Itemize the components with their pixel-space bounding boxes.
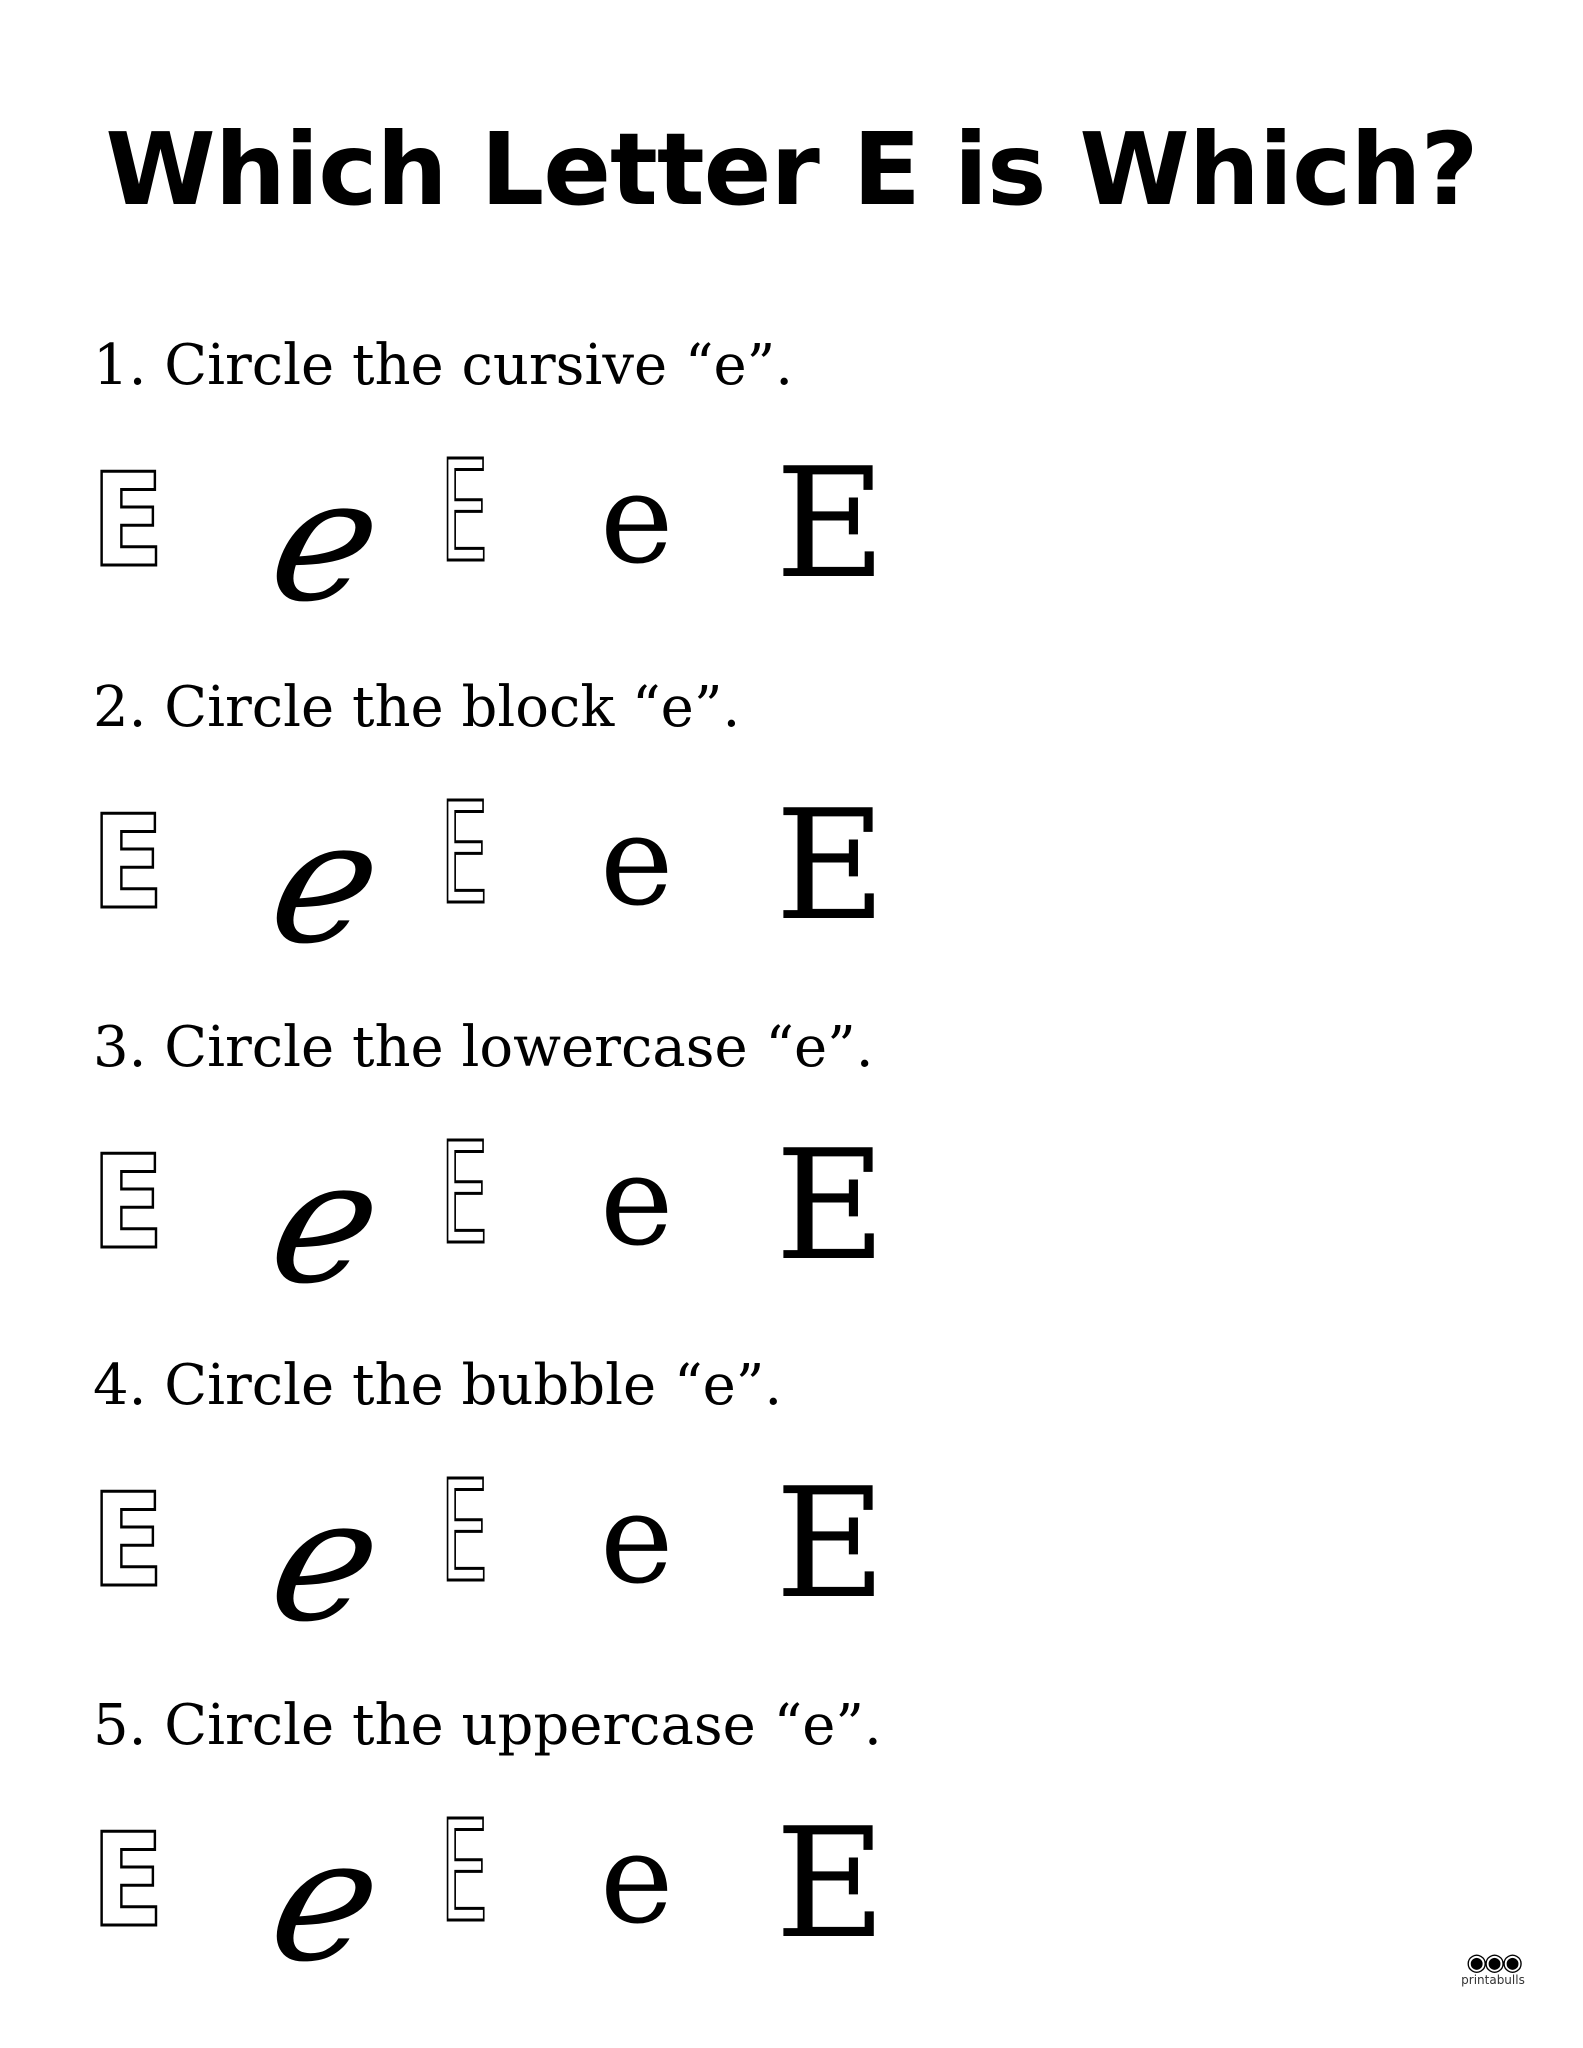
bubble-letter-e[interactable]: E [92,1467,164,1616]
cursive-letter-e[interactable]: e [255,1124,398,1322]
block-letter-e[interactable]: E [440,773,489,936]
uppercase-letter-e[interactable]: E [775,435,886,612]
cursive-letter-e[interactable]: e [255,442,398,640]
lowercase-letter-e[interactable]: e [600,790,674,934]
bulldog-heads-icon: ◉◉◉ [1466,1948,1520,1976]
bubble-letter-e[interactable]: E [92,1129,164,1278]
bubble-letter-e[interactable]: E [92,447,164,596]
question-2 [0,675,1583,1010]
block-letter-e[interactable]: E [440,431,489,594]
question-prompt: 4. Circle the bubble “e”. [93,1353,783,1418]
uppercase-letter-e[interactable]: E [775,777,886,954]
lowercase-letter-e[interactable]: e [600,1130,674,1274]
bubble-letter-e[interactable]: E [92,789,164,938]
question-prompt: 5. Circle the uppercase “e”. [93,1693,882,1758]
bubble-letter-e[interactable]: E [92,1807,164,1956]
uppercase-letter-e[interactable]: E [775,1117,886,1294]
cursive-letter-e[interactable]: e [255,1802,398,2000]
uppercase-letter-e[interactable]: E [775,1455,886,1632]
printabulls-logo [1452,1950,1534,1986]
block-letter-e[interactable]: E [440,1113,489,1276]
cursive-letter-e[interactable]: e [255,1462,398,1660]
block-letter-e[interactable]: E [440,1791,489,1954]
lowercase-letter-e[interactable]: e [600,1468,674,1612]
logo-text: printabulls [1461,1973,1525,1987]
question-1 [0,333,1583,668]
question-5 [0,1693,1583,2028]
cursive-letter-e[interactable]: e [255,784,398,982]
lowercase-letter-e[interactable]: e [600,1808,674,1952]
question-prompt: 2. Circle the block “e”. [93,675,741,740]
question-prompt: 1. Circle the cursive “e”. [93,333,794,398]
uppercase-letter-e[interactable]: E [775,1795,886,1972]
question-4 [0,1353,1583,1688]
page-title: Which Letter E is Which? [105,111,1478,228]
lowercase-letter-e[interactable]: e [600,448,674,592]
question-3 [0,1015,1583,1350]
question-prompt: 3. Circle the lowercase “e”. [93,1015,874,1080]
block-letter-e[interactable]: E [440,1451,489,1614]
